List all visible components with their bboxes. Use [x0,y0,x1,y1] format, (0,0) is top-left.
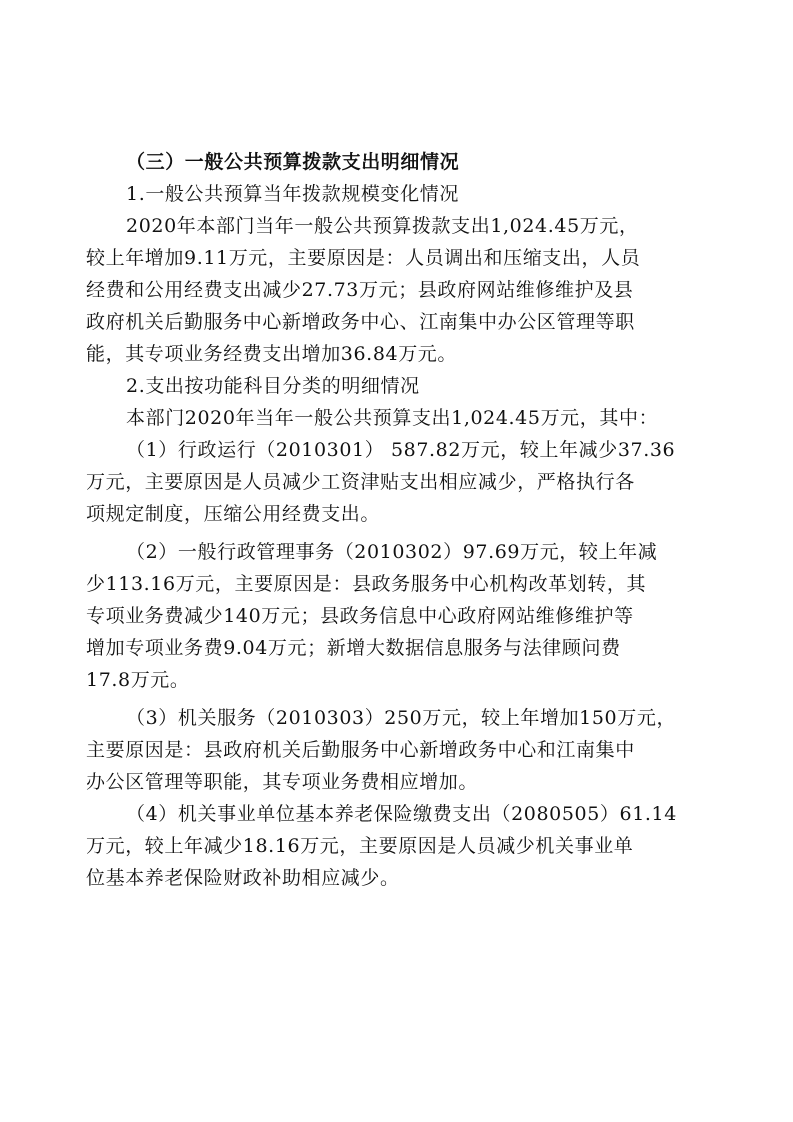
item-line: 增加专项业务费9.04万元；新增大数据信息服务与法律顾问费 [86,637,621,659]
item-line: （4）机关事业单位基本养老保险缴费支出（2080505）61.14 [126,803,677,825]
item-line: 专项业务费减少140万元；县政务信息中心政府网站维修维护等 [86,605,634,627]
paragraph-budget-scale [86,210,706,370]
subsection-2-intro: 本部门2020年当年一般公共预算支出1,024.45万元，其中： [126,407,659,429]
item-line: （3）机关服务（2010303）250万元，较上年增加150万元， [126,707,677,729]
item-line: （2）一般行政管理事务（2010302）97.69万元，较上年减 [126,541,658,563]
item-agency-services [86,702,706,798]
item-line: （1）行政运行（2010301） 587.82万元，较上年减少37.36 [126,439,676,461]
item-line: 少113.16万元，主要原因是：县政务服务中心机构改革划转，其 [86,573,647,595]
subsection-2-heading: 2.支出按功能科目分类的明细情况 [126,375,420,397]
item-line: 17.8万元。 [86,669,190,691]
item-pension-insurance [86,798,706,894]
item-administrative-operation [86,434,706,530]
item-line: 位基本养老保险财政补助相应减少。 [86,867,400,889]
paragraph-line: 政府机关后勤服务中心新增政务中心、江南集中办公区管理等职 [86,311,635,333]
subsection-1-heading: 1.一般公共预算当年拨款规模变化情况 [126,183,459,205]
document-body [86,146,706,894]
paragraph-line: 2020年本部门当年一般公共预算拨款支出1,024.45万元， [126,215,639,237]
item-line: 万元，较上年减少18.16万元，主要原因是人员减少机关事业单 [86,835,634,857]
paragraph-line: 经费和公用经费支出减少27.73万元；县政府网站维修维护及县 [86,279,634,301]
item-general-administration [86,536,706,696]
item-line: 万元，主要原因是人员减少工资津贴支出相应减少，严格执行各 [86,471,635,493]
item-line: 办公区管理等职能，其专项业务费相应增加。 [86,771,479,793]
paragraph-line: 较上年增加9.11万元，主要原因是：人员调出和压缩支出，人员 [86,247,641,269]
item-line: 主要原因是：县政府机关后勤服务中心新增政务中心和江南集中 [86,739,635,761]
section-heading: （三）一般公共预算拨款支出明细情况 [126,151,460,173]
paragraph-line: 能，其专项业务经费支出增加36.84万元。 [86,343,457,365]
item-line: 项规定制度，压缩公用经费支出。 [86,503,381,525]
